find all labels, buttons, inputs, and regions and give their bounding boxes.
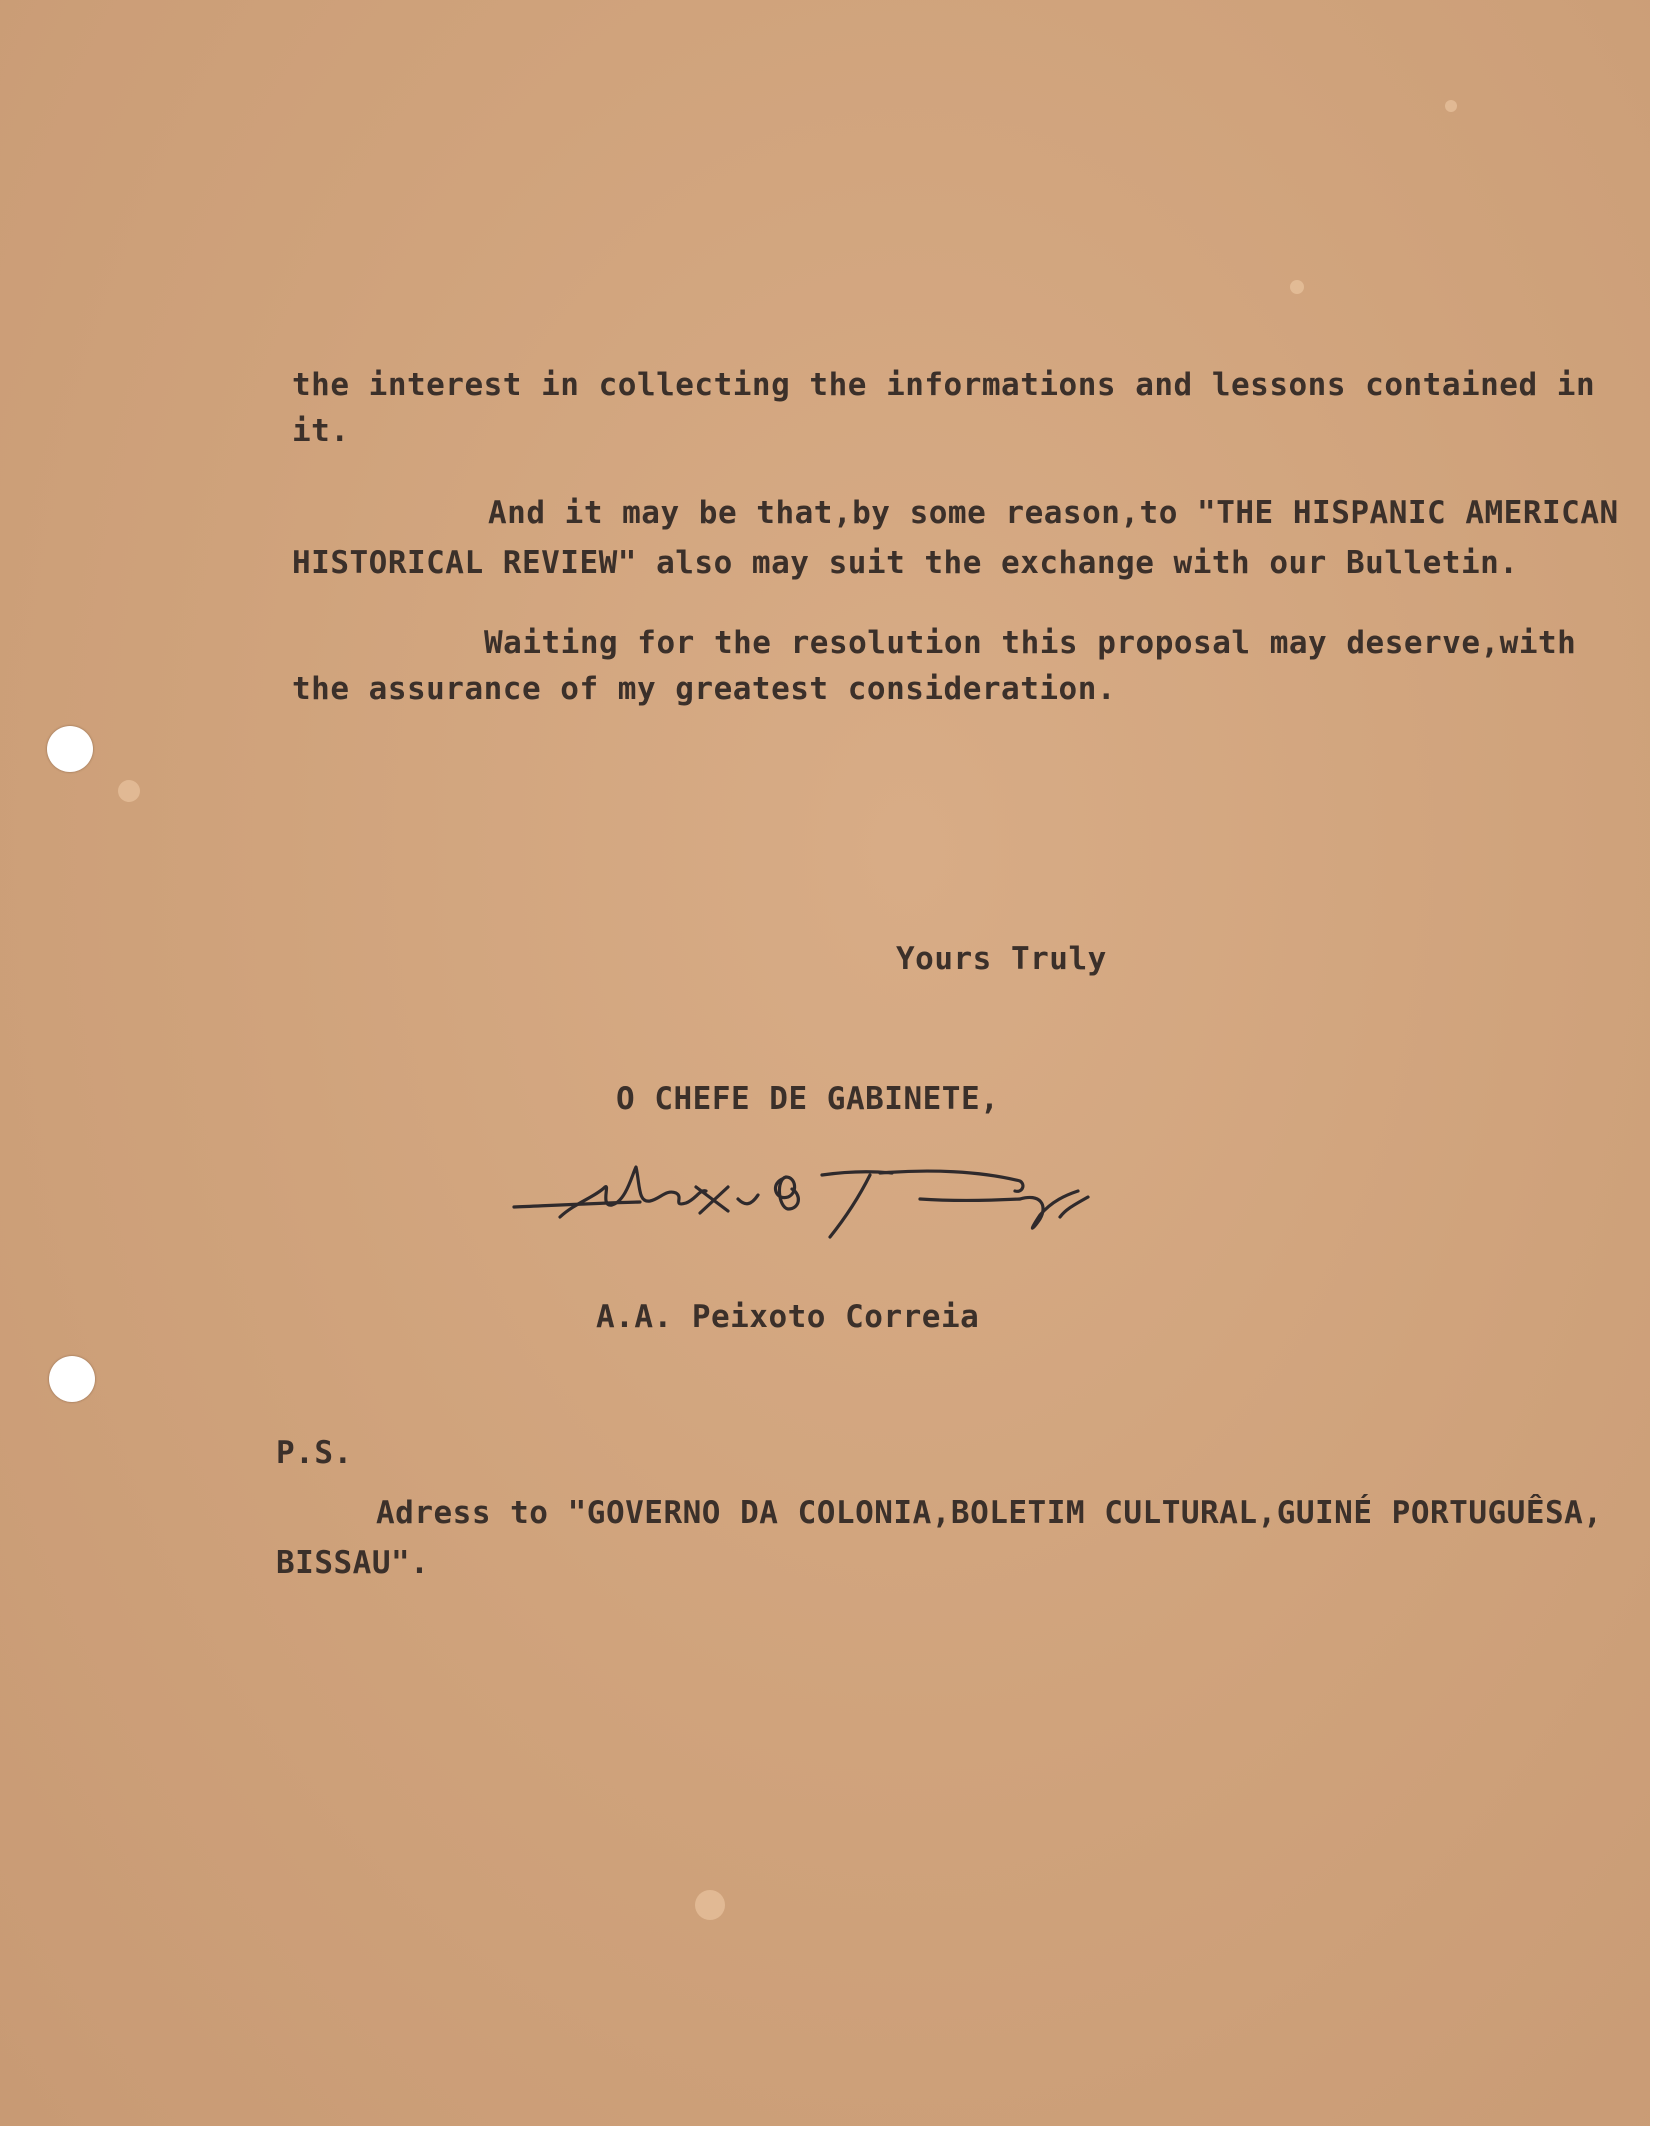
paragraph-2-line-2: HISTORICAL REVIEW" also may suit the exchange with our Bulletin.: [292, 545, 1519, 581]
handwritten-signature: [500, 1145, 1180, 1265]
paper-speck: [695, 1890, 725, 1920]
sender-name: A.A. Peixoto Correia: [596, 1299, 980, 1335]
postscript-label: P.S.: [276, 1435, 353, 1471]
postscript-line-2: BISSAU".: [276, 1545, 430, 1581]
paragraph-3-line-2: the assurance of my greatest consideration.: [292, 671, 1117, 707]
page-bottom-margin: [0, 2126, 1664, 2140]
punch-hole: [47, 726, 93, 772]
paragraph-1-line-1: the interest in collecting the informations and lessons contained in: [292, 367, 1596, 403]
paper-speck: [118, 780, 140, 802]
paper-speck: [1290, 280, 1304, 294]
closing-salutation: Yours Truly: [896, 941, 1107, 977]
page-right-margin: [1650, 0, 1664, 2140]
paper-speck: [1445, 100, 1457, 112]
postscript-line-1: Adress to "GOVERNO DA COLONIA,BOLETIM CULTURAL,GUINÉ PORTUGUÊSA,: [376, 1495, 1603, 1531]
paragraph-2-line-1: And it may be that,by some reason,to "THE HISPANIC AMERICAN: [488, 495, 1619, 531]
paragraph-1-line-2: it.: [292, 413, 350, 449]
sender-title: O CHEFE DE GABINETE,: [616, 1081, 1000, 1117]
punch-hole: [49, 1356, 95, 1402]
paragraph-3-line-1: Waiting for the resolution this proposal may deserve,with: [484, 625, 1577, 661]
